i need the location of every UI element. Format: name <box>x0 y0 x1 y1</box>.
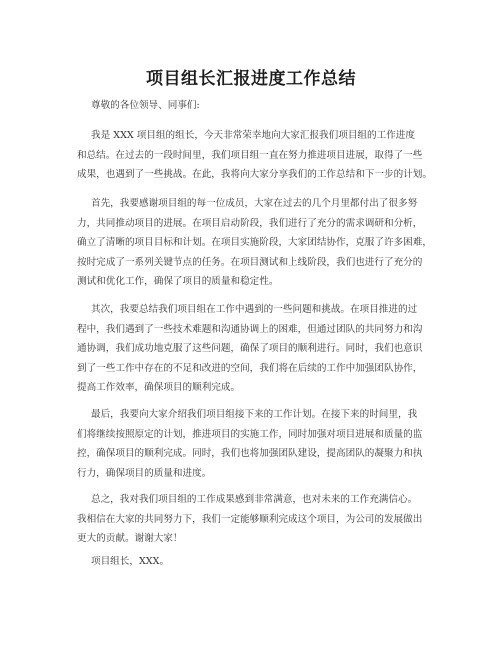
paragraph-line: 我相信在大家的共同努力下，我们一定能够顺利完成这个项目，为公司的发展做出 <box>77 513 423 525</box>
paragraph-1 <box>77 126 432 185</box>
paragraph-line: 行力，确保项目的质量和进度。 <box>77 467 212 479</box>
paragraph-line: 确立了清晰的项目目标和计划。在项目实施阶段，大家团结协作，克服了许多困难， <box>77 237 432 248</box>
document-title: 项目组长汇报进度工作总结 <box>146 69 356 89</box>
greeting <box>77 96 427 116</box>
paragraph-line: 成果，也遇到了一些挑战。在此，我将向大家分享我们的工作总结和下一步的计划。 <box>77 169 432 180</box>
paragraph-line: 通协调，我们成功地克服了这些问题，确保了项目的顺利进行。同时，我们也意识 <box>77 343 423 354</box>
paragraph-line: 测试和优化工作，确保了项目的质量和稳定性。 <box>77 276 279 287</box>
paragraph-line: 其次，我要总结我们项目组在工作中遇到的一些问题和挑战。在项目推进的过 <box>91 304 418 315</box>
paragraph-line: 按时完成了一系列关键节点的任务。在项目测试和上线阶段，我们也进行了充分的 <box>77 256 423 268</box>
paragraph-line: 更大的贡献。谢谢大家！ <box>77 533 183 544</box>
paragraph-line: 程中，我们遇到了一些技术难题和沟通协调上的困难，但通过团队的共同努力和沟 <box>77 323 423 335</box>
paragraph-3 <box>77 300 427 398</box>
paragraph-line: 最后，我要向大家介绍我们项目组接下来的工作计划。在接下来的时间里，我 <box>91 409 418 420</box>
signature-line: 项目组长，XXX。 <box>91 556 170 567</box>
paragraph-line: 力，共同推动项目的进展。在项目启动阶段，我们进行了充分的需求调研和分析， <box>77 217 423 229</box>
paragraph-line: 我是 XXX 项目组的组长，今天非常荣幸地向大家汇报我们项目组的工作进度 <box>91 130 415 141</box>
paragraph-line: 提高工作效率，确保项目的顺利完成。 <box>77 382 241 393</box>
paragraph-line: 到了一些工作中存在的不足和改进的空间，我们将在后续的工作中加强团队协作， <box>77 362 423 374</box>
paragraph-line: 总之，我对我们项目组的工作成果感到非常满意，也对未来的工作充满信心。 <box>91 494 418 505</box>
signature <box>77 552 427 572</box>
paragraph-line: 和总结。在过去的一段时间里，我们项目组一直在努力推进项目进展，取得了一些 <box>77 149 423 161</box>
greeting-line: 尊敬的各位领导、同事们: <box>91 100 200 111</box>
paragraph-line: 们将继续按照原定的计划，推进项目的实施工作，同时加强对项目进展和质量的监 <box>77 428 423 440</box>
paragraph-5 <box>77 490 427 549</box>
paragraph-2 <box>77 194 432 292</box>
paragraph-line: 首先，我要感谢项目组的每一位成员，大家在过去的几个月里都付出了很多努 <box>91 198 418 209</box>
paragraph-line: 控，确保项目的顺利完成。同时，我们也将加强团队建设，提高团队的凝聚力和执 <box>77 448 423 459</box>
paragraph-4 <box>77 405 427 483</box>
